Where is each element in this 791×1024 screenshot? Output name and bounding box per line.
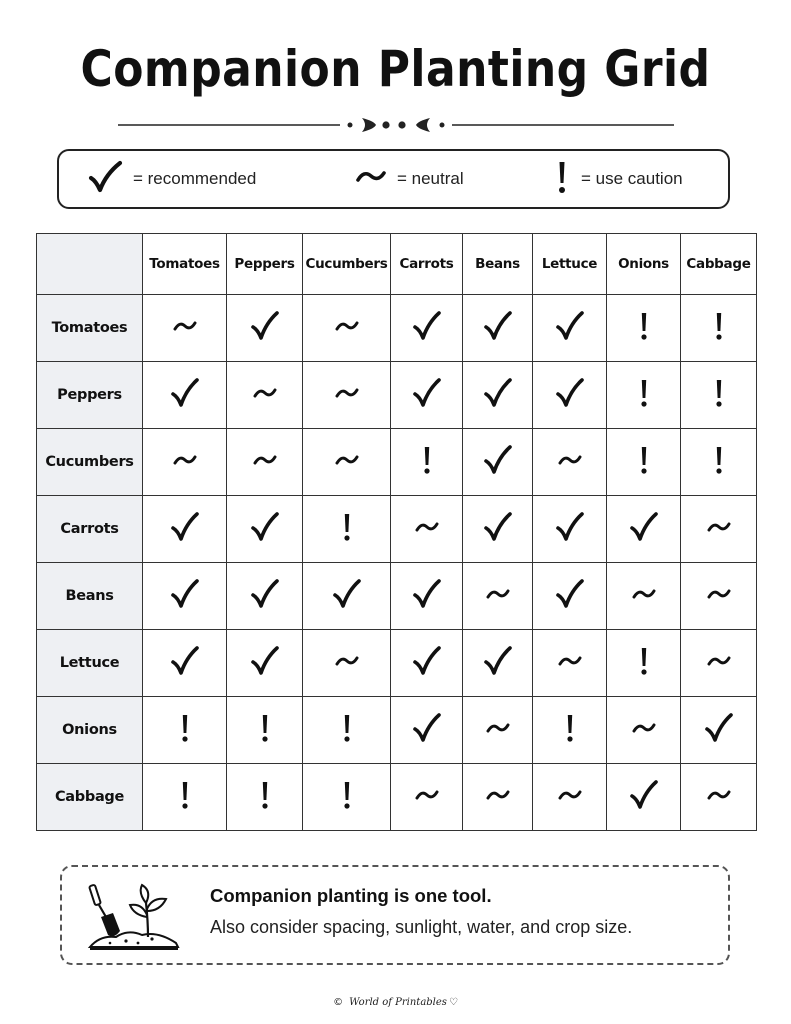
grid-cell (227, 697, 303, 764)
tilde-icon (707, 787, 731, 808)
exclamation-icon (713, 310, 725, 347)
footer-brand: World of Printables (349, 997, 447, 1008)
grid-cell (463, 630, 533, 697)
check-icon (483, 645, 513, 682)
grid-row (37, 362, 757, 429)
grid-cell (463, 295, 533, 362)
exclamation-icon (179, 712, 191, 749)
note-text: Also consider spacing, sunlight, water, and crop size. (210, 917, 633, 937)
row-header: Cabbage (37, 764, 143, 831)
grid-cell (533, 429, 607, 496)
grid-cell (143, 295, 227, 362)
check-icon (412, 645, 442, 682)
grid-cell (607, 630, 681, 697)
column-header: Carrots (391, 234, 463, 295)
tilde-icon (632, 586, 656, 607)
row-header: Lettuce (37, 630, 143, 697)
check-icon (332, 578, 362, 615)
grid-cell (143, 496, 227, 563)
tilde-icon (486, 586, 510, 607)
column-header: Cucumbers (303, 234, 391, 295)
grid-header-row (37, 234, 757, 295)
grid-cell (391, 764, 463, 831)
grid-cell (227, 496, 303, 563)
tilde-icon (558, 787, 582, 808)
tilde-icon (355, 166, 387, 193)
column-header: Beans (463, 234, 533, 295)
grid-cell (391, 362, 463, 429)
check-icon (704, 712, 734, 749)
exclamation-icon (553, 158, 571, 201)
column-header: Onions (607, 234, 681, 295)
grid-cell (391, 563, 463, 630)
check-icon (629, 779, 659, 816)
tilde-icon (632, 720, 656, 741)
grid-cell (533, 295, 607, 362)
grid-cell (143, 429, 227, 496)
grid-cell (533, 496, 607, 563)
grid-cell (681, 764, 757, 831)
grid-cell (227, 764, 303, 831)
exclamation-icon (341, 712, 353, 749)
exclamation-icon (179, 779, 191, 816)
exclamation-icon (421, 444, 433, 481)
tilde-icon (415, 787, 439, 808)
check-icon (170, 511, 200, 548)
exclamation-icon (259, 779, 271, 816)
grid-row (37, 429, 757, 496)
grid-cell (143, 362, 227, 429)
grid-cell (303, 630, 391, 697)
check-icon (250, 511, 280, 548)
tilde-icon (173, 318, 197, 339)
ornament-divider (118, 112, 674, 138)
check-icon (250, 310, 280, 347)
grid-cell (681, 630, 757, 697)
grid-cell (533, 630, 607, 697)
check-icon (170, 377, 200, 414)
row-header: Peppers (37, 362, 143, 429)
grid-cell (303, 764, 391, 831)
tilde-icon (558, 653, 582, 674)
grid-cell (533, 362, 607, 429)
grid-cell (143, 563, 227, 630)
companion-grid (36, 233, 757, 831)
tilde-icon (335, 385, 359, 406)
grid-cell (533, 563, 607, 630)
grid-cell (533, 697, 607, 764)
legend-recommended-label: = recommended (133, 169, 257, 188)
check-icon (250, 578, 280, 615)
tilde-icon (558, 452, 582, 473)
check-icon (412, 712, 442, 749)
note-box (60, 865, 730, 965)
grid-cell (303, 295, 391, 362)
tilde-icon (707, 519, 731, 540)
grid-cell (227, 563, 303, 630)
exclamation-icon (638, 444, 650, 481)
grid-cell (391, 630, 463, 697)
grid-cell (607, 295, 681, 362)
tilde-icon (253, 385, 277, 406)
check-icon (412, 377, 442, 414)
legend-neutral-label: = neutral (397, 169, 464, 188)
check-icon (170, 578, 200, 615)
row-header: Carrots (37, 496, 143, 563)
grid-cell (303, 496, 391, 563)
grid-cell (227, 362, 303, 429)
grid-cell (391, 429, 463, 496)
row-header: Tomatoes (37, 295, 143, 362)
grid-cell (607, 429, 681, 496)
grid-cell (607, 697, 681, 764)
tilde-icon (415, 519, 439, 540)
check-icon (87, 159, 123, 200)
grid-row (37, 630, 757, 697)
grid-cell (303, 563, 391, 630)
exclamation-icon (638, 377, 650, 414)
legend-box (57, 149, 730, 209)
tilde-icon (335, 653, 359, 674)
row-header: Cucumbers (37, 429, 143, 496)
note-heading: Companion planting is one tool. (210, 885, 492, 906)
check-icon (555, 310, 585, 347)
grid-body (37, 295, 757, 831)
check-icon (483, 511, 513, 548)
grid-cell (463, 764, 533, 831)
check-icon (555, 377, 585, 414)
row-header: Beans (37, 563, 143, 630)
copyright-symbol: © (333, 997, 344, 1008)
check-icon (483, 444, 513, 481)
grid-row (37, 496, 757, 563)
grid-cell (681, 697, 757, 764)
row-header: Onions (37, 697, 143, 764)
check-icon (412, 310, 442, 347)
grid-cell (607, 563, 681, 630)
column-header: Peppers (227, 234, 303, 295)
grid-cell (681, 496, 757, 563)
page-title: Companion Planting Grid (80, 40, 711, 98)
legend-caution (553, 151, 683, 207)
grid-cell (607, 362, 681, 429)
grid-cell (607, 764, 681, 831)
grid-row (37, 295, 757, 362)
tilde-icon (335, 318, 359, 339)
grid-cell (143, 697, 227, 764)
check-icon (555, 511, 585, 548)
legend-recommended (87, 151, 256, 207)
check-icon (250, 645, 280, 682)
grid-cell (143, 764, 227, 831)
exclamation-icon (638, 310, 650, 347)
exclamation-icon (564, 712, 576, 749)
check-icon (483, 377, 513, 414)
grid-cell (463, 429, 533, 496)
check-icon (170, 645, 200, 682)
grid-cell (681, 362, 757, 429)
check-icon (555, 578, 585, 615)
grid-cell (391, 295, 463, 362)
grid-cell (463, 697, 533, 764)
footer (0, 997, 791, 1008)
exclamation-icon (713, 377, 725, 414)
tilde-icon (253, 452, 277, 473)
grid-cell (463, 496, 533, 563)
grid-cell (681, 429, 757, 496)
grid-cell (227, 295, 303, 362)
grid-cell (463, 563, 533, 630)
column-header: Cabbage (681, 234, 757, 295)
grid-cell (303, 362, 391, 429)
grid-cell (303, 697, 391, 764)
check-icon (412, 578, 442, 615)
tilde-icon (486, 787, 510, 808)
heart-icon: ♡ (448, 997, 458, 1008)
grid-cell (391, 496, 463, 563)
grid-cell (303, 429, 391, 496)
check-icon (629, 511, 659, 548)
grid-cell (143, 630, 227, 697)
grid-row (37, 697, 757, 764)
grid-row (37, 764, 757, 831)
tilde-icon (707, 653, 731, 674)
legend-caution-label: = use caution (581, 169, 683, 188)
grid-corner-cell (37, 234, 143, 295)
grid-cell (391, 697, 463, 764)
check-icon (483, 310, 513, 347)
exclamation-icon (341, 511, 353, 548)
tilde-icon (335, 452, 359, 473)
tilde-icon (486, 720, 510, 741)
legend-neutral (355, 151, 464, 207)
grid-cell (463, 362, 533, 429)
grid-cell (607, 496, 681, 563)
tilde-icon (707, 586, 731, 607)
column-header: Lettuce (533, 234, 607, 295)
garden-trowel-sprout-icon (86, 881, 182, 951)
tilde-icon (173, 452, 197, 473)
column-header: Tomatoes (143, 234, 227, 295)
exclamation-icon (638, 645, 650, 682)
grid-cell (227, 630, 303, 697)
grid-cell (681, 295, 757, 362)
grid-cell (227, 429, 303, 496)
grid-cell (533, 764, 607, 831)
grid-cell (681, 563, 757, 630)
exclamation-icon (341, 779, 353, 816)
exclamation-icon (713, 444, 725, 481)
grid-row (37, 563, 757, 630)
exclamation-icon (259, 712, 271, 749)
